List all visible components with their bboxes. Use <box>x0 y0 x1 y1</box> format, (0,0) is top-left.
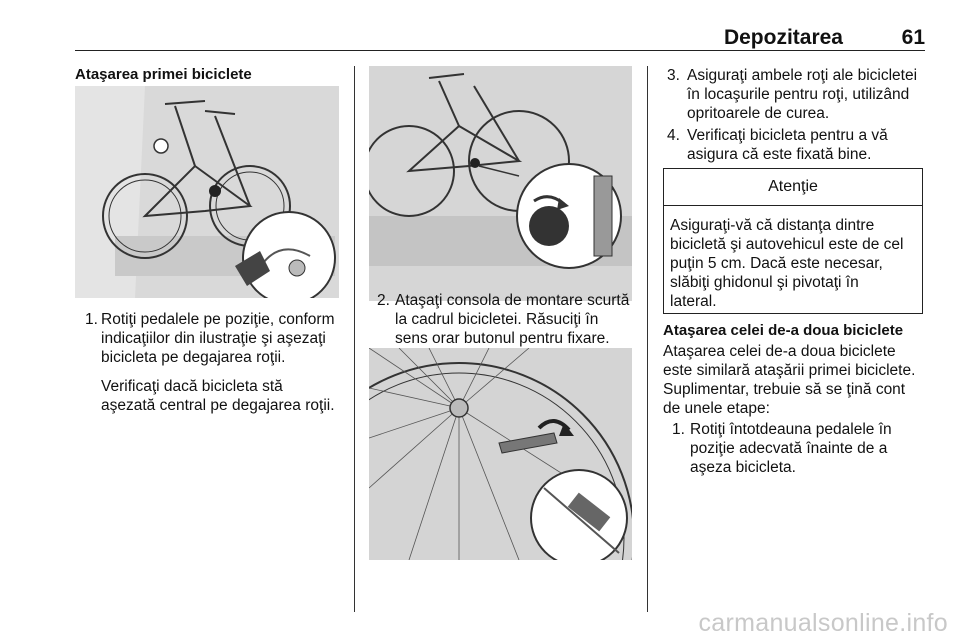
step-1b-number: 1. <box>672 421 685 438</box>
page-number: 61 <box>901 26 925 49</box>
watermark: carmanualsonline.info <box>698 609 948 637</box>
step-1-note-1: Verificaţi dacă bicicleta stă <box>101 378 283 395</box>
paragraph-line-2: este similară ataşării primei biciclete. <box>663 362 916 379</box>
column-divider-2 <box>647 66 648 612</box>
heading-first-bicycle: Ataşarea primei biciclete <box>75 66 252 83</box>
second-bicycle-paragraph <box>663 342 933 418</box>
step-4-line-1: Verificaţi bicicleta pentru a vă <box>687 127 888 144</box>
illustration-bicycle-on-carrier <box>75 86 339 298</box>
step-3-line-2: în locaşurile pentru roţi, utilizând <box>687 86 910 103</box>
step-2 <box>377 291 639 348</box>
section-title: Depozitarea <box>723 26 843 49</box>
paragraph-line-3: Suplimentar, trebuie să se ţină cont <box>663 381 906 398</box>
step-4 <box>667 126 929 164</box>
step-1-line-2: indicaţiilor din ilustraţie şi aşezaţi <box>101 330 326 347</box>
caution-box <box>663 168 923 314</box>
step-4-number: 4. <box>667 127 680 144</box>
caution-line-2: bicicletă şi autovehicul este de cel <box>670 236 904 253</box>
heading-second-bicycle: Ataşarea celei de-a doua biciclete <box>663 322 904 339</box>
step-1 <box>85 310 345 415</box>
step-1-number: 1. <box>85 311 98 328</box>
caution-line-3: puţin 5 cm. Dacă este necesar, <box>670 255 883 272</box>
step-1-note-2: aşezată central pe degajarea roţii. <box>101 397 335 414</box>
step-1-line-1: Rotiţi pedalele pe poziţie, conform <box>101 311 335 328</box>
step-1b-line-1: Rotiţi întotdeauna pedalele în <box>690 421 892 438</box>
step-3-number: 3. <box>667 67 680 84</box>
caution-line-1: Asiguraţi-vă că distanţa dintre <box>670 217 875 234</box>
illustration-wheel-strap <box>369 348 632 560</box>
step-2-line-3: sens orar butonul pentru fixare. <box>395 330 610 347</box>
caution-body <box>664 206 922 311</box>
caution-line-5: lateral. <box>670 293 717 310</box>
step-1b-line-2: poziţie adecvată înainte de a <box>690 440 888 457</box>
caution-line-4: slăbiţi ghidonul şi pivotaţi în <box>670 274 859 291</box>
step-1-second-bicycle <box>672 420 930 477</box>
step-3-line-3: opritoarele de curea. <box>687 105 830 122</box>
illustration-mounting-bracket <box>369 66 632 301</box>
step-3-line-1: Asiguraţi ambele roţi ale bicicletei <box>687 67 918 84</box>
step-1-line-3: bicicleta pe degajarea roţii. <box>101 349 286 366</box>
column-divider-1 <box>354 66 355 612</box>
paragraph-line-1: Ataşarea celei de-a doua biciclete <box>663 343 896 360</box>
page-header <box>75 22 925 51</box>
step-1b-line-3: aşeza bicicleta. <box>690 459 796 476</box>
paragraph-line-4: de unele etape: <box>663 400 770 417</box>
step-2-number: 2. <box>377 292 390 309</box>
step-3 <box>667 66 929 123</box>
caution-title: Atenţie <box>664 169 922 206</box>
step-4-line-2: asigura că este fixată bine. <box>687 146 872 163</box>
step-2-line-2: la cadrul bicicletei. Răsuciţi în <box>395 311 599 328</box>
step-2-line-1: Ataşaţi consola de montare scurtă <box>395 292 630 309</box>
